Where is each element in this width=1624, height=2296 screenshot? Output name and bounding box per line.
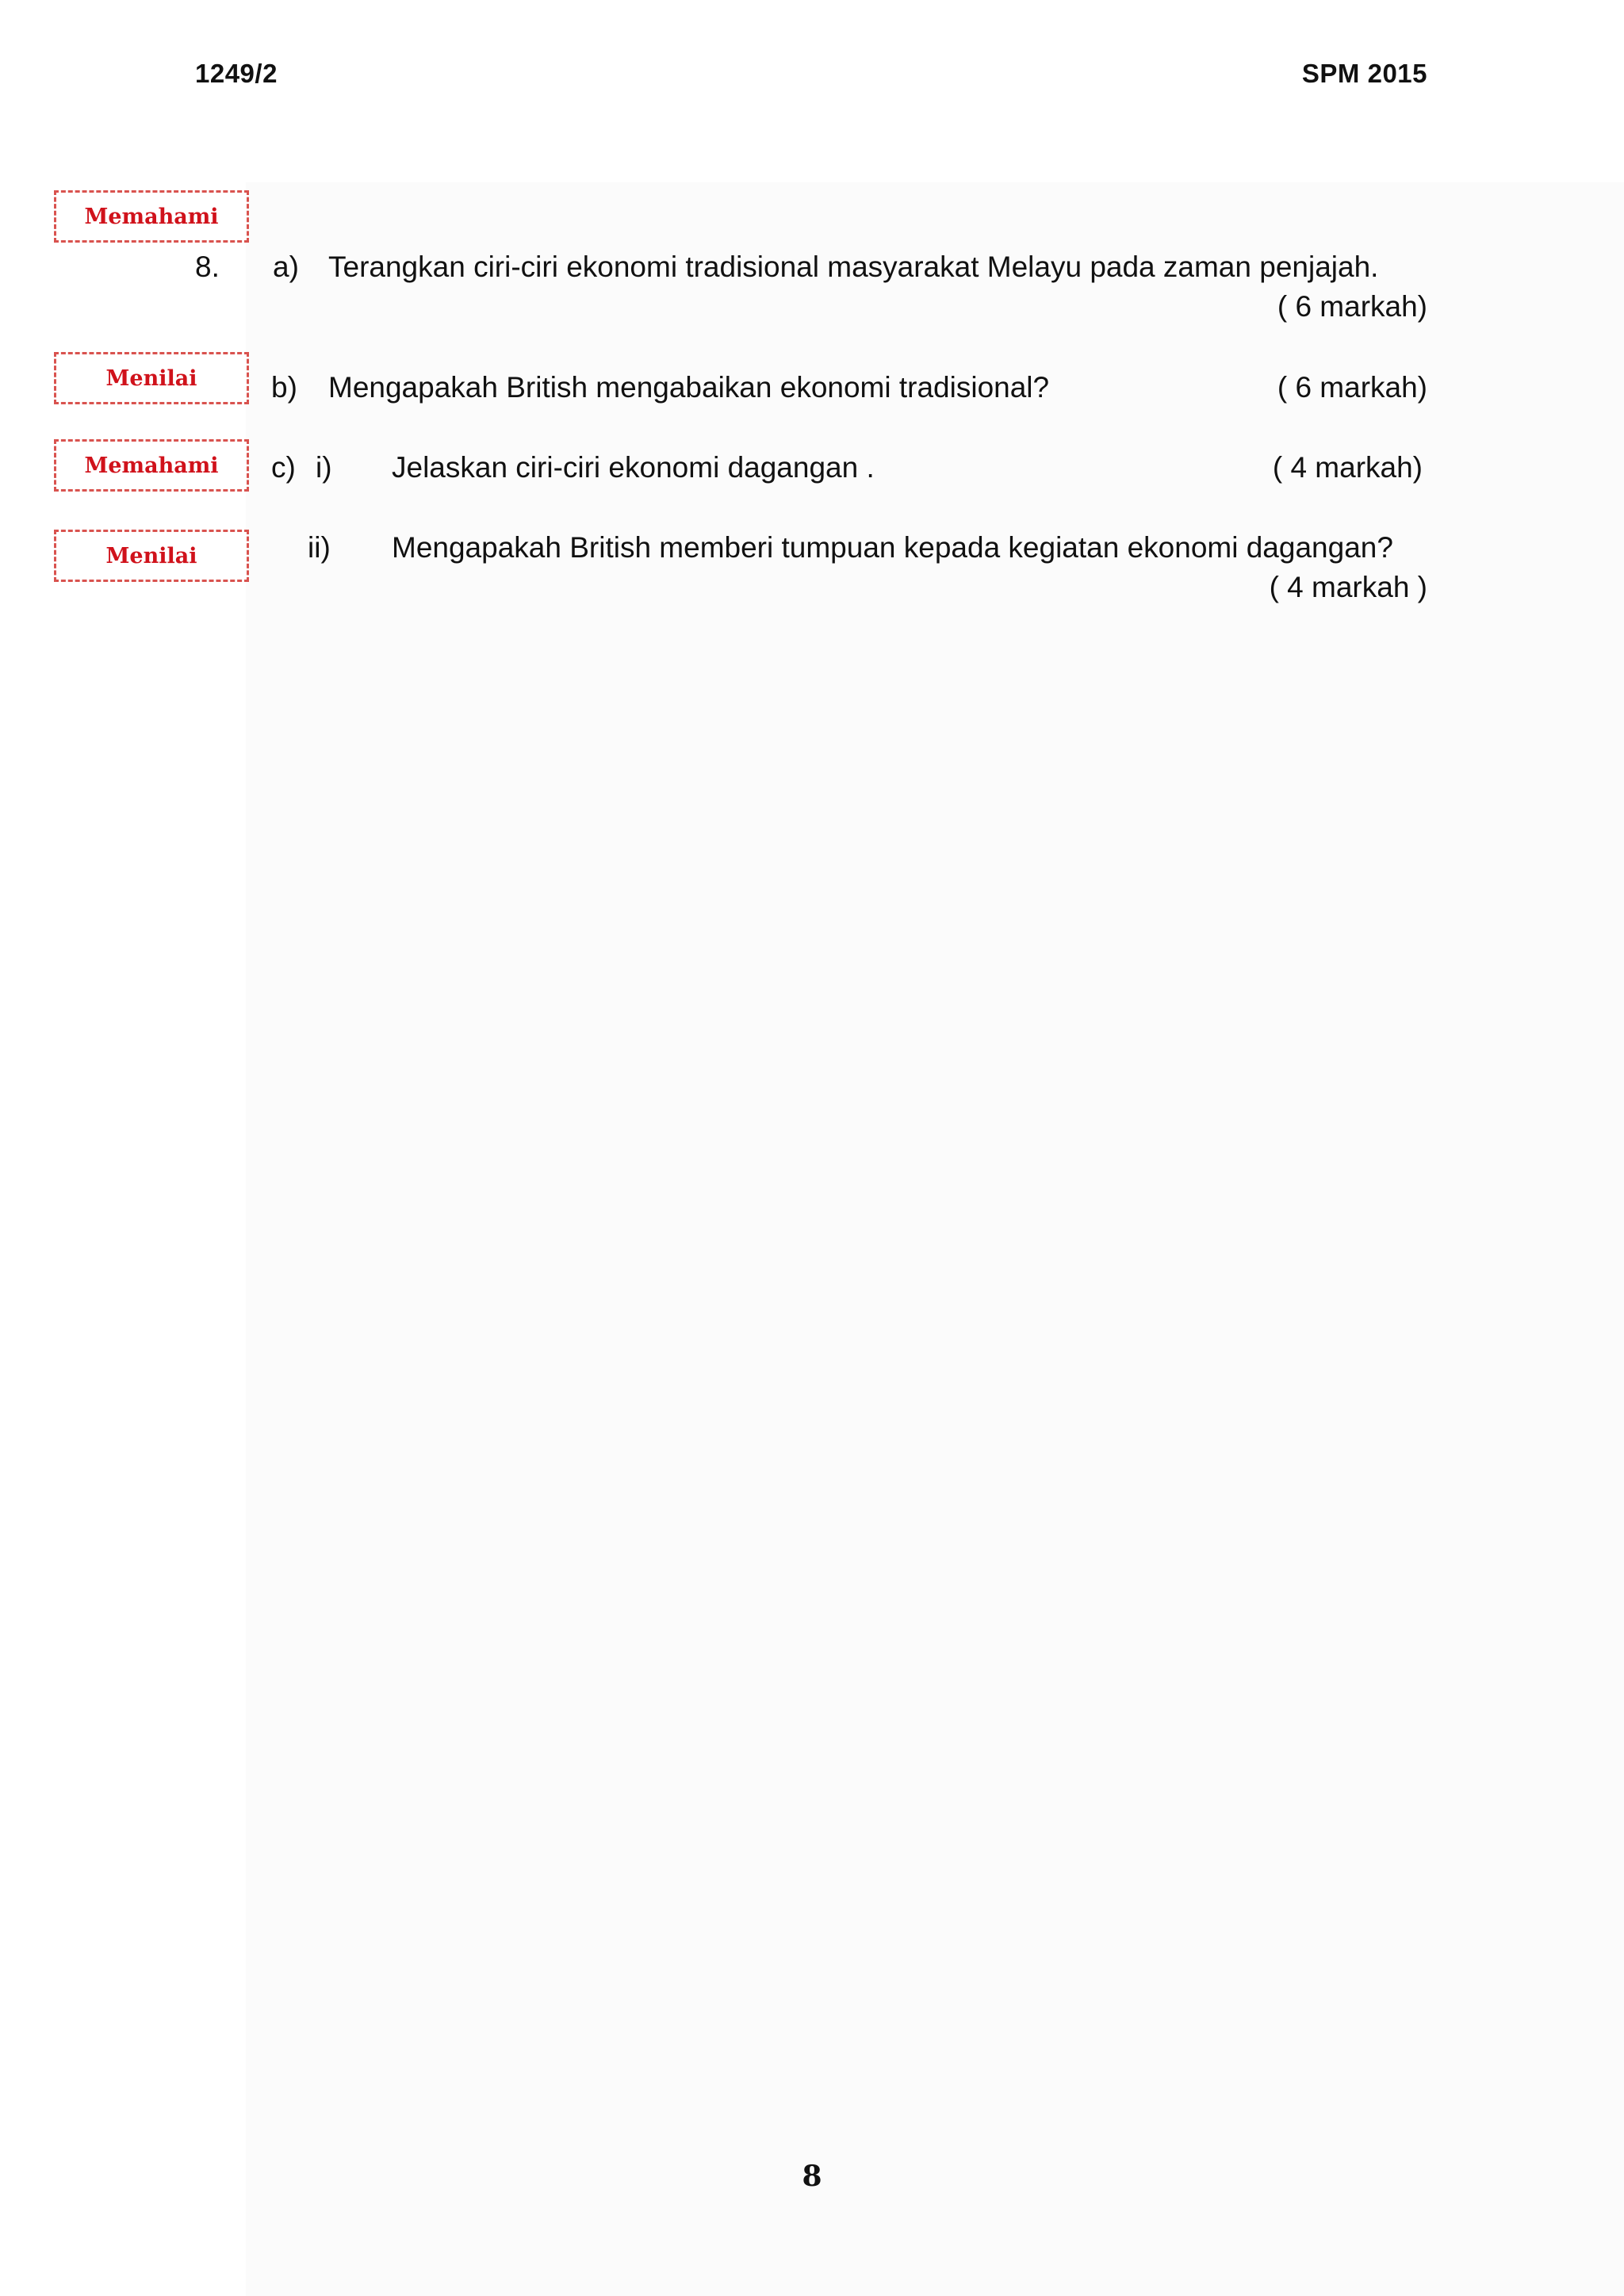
- part-b-marks: ( 6 markah): [1277, 371, 1427, 404]
- page-background-panel: [246, 182, 1624, 2296]
- paper-code: 1249/2: [195, 59, 278, 88]
- part-c-i-label: i): [316, 451, 332, 484]
- part-a-label: a): [273, 251, 299, 283]
- part-b-label: b): [271, 371, 297, 404]
- skill-tag-part-c-i: Memahami: [54, 439, 249, 492]
- skill-tag-part-c-ii: Menilai: [54, 530, 249, 582]
- question-number: 8.: [195, 251, 220, 283]
- part-c-ii-text: Mengapakah British memberi tumpuan kepada kegiatan ekonomi dagangan?: [392, 531, 1393, 564]
- part-c-i-text: Jelaskan ciri-ciri ekonomi dagangan .: [392, 451, 875, 484]
- page-number: 8: [802, 2160, 822, 2193]
- part-c-i-marks: ( 4 markah): [1272, 451, 1423, 484]
- skill-tag-part-a: Memahami: [54, 190, 249, 243]
- part-b-text: Mengapakah British mengabaikan ekonomi tradisional?: [328, 371, 1050, 404]
- part-a-marks: ( 6 markah): [1277, 290, 1427, 323]
- part-a-text: Terangkan ciri-ciri ekonomi tradisional masyarakat Melayu pada zaman penjajah.: [328, 251, 1379, 283]
- skill-tag-part-b: Menilai: [54, 352, 249, 404]
- part-c-ii-label: ii): [308, 531, 331, 564]
- exam-title: SPM 2015: [1301, 59, 1427, 88]
- part-c-label: c): [271, 451, 296, 484]
- part-c-ii-marks: ( 4 markah ): [1269, 571, 1427, 603]
